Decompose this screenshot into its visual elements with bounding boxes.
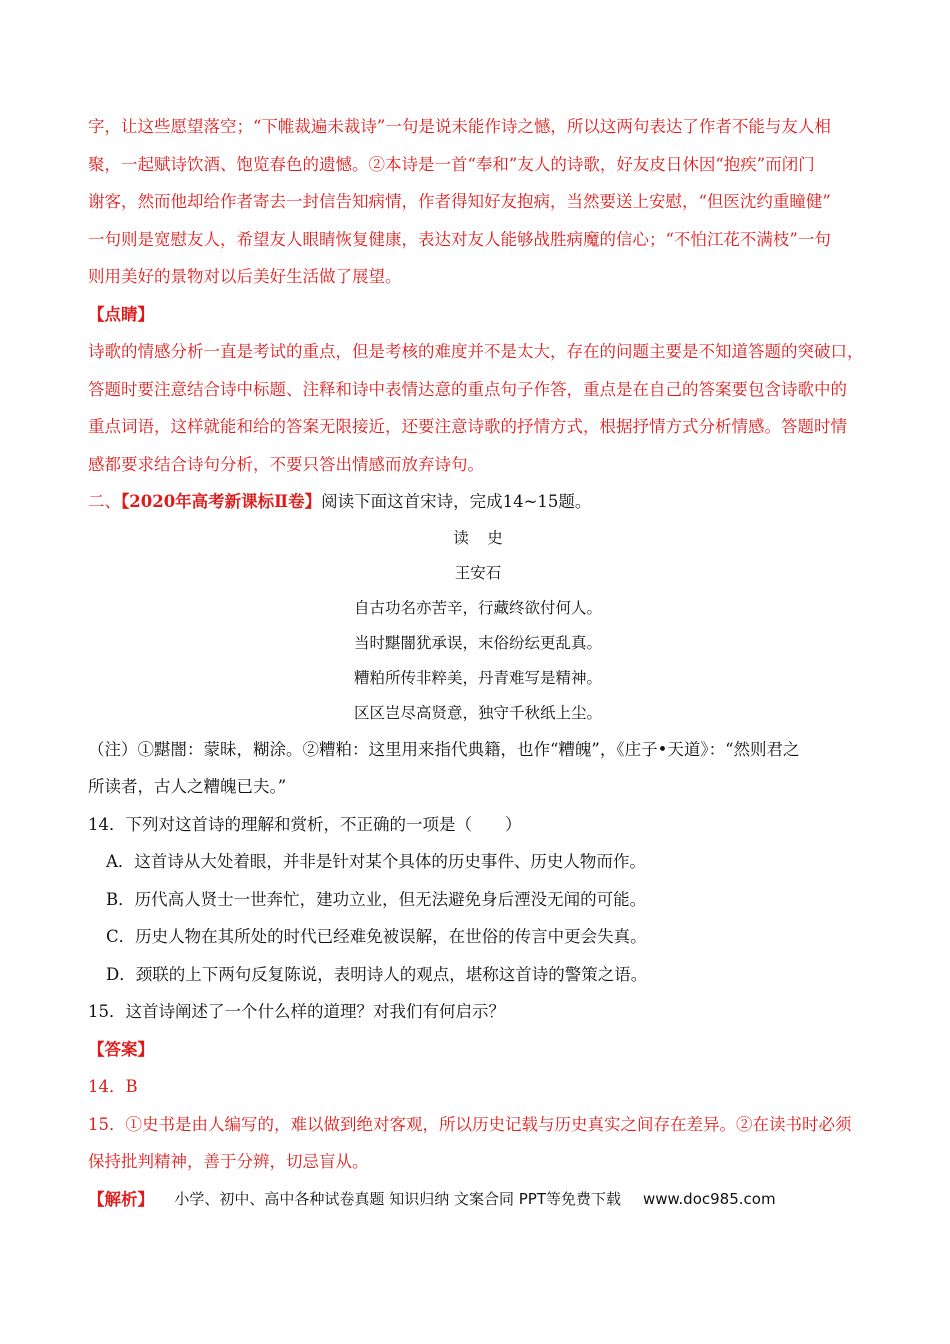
dianjing-text [88, 333, 868, 483]
poem-notes [88, 731, 868, 806]
analysis-heading: 【解析】 [88, 1189, 154, 1209]
note-line: 所读者，古人之糟魄已夫。” [88, 777, 287, 796]
answer-line: 15．①史书是由人编写的，难以做到绝对客观，所以历史记载与历史真实之间存在差异。②在读书时必须 [88, 1114, 852, 1134]
note-line: （注）①黮闇：蒙昧，糊涂。②糟粕：这里用来指代典籍，也作“糟魄”，《庄子•天道》：“然则君之 [88, 739, 800, 759]
poem-line: 自古功名亦苦辛，行藏终欲付何人。 [353, 598, 602, 617]
dianjing-line: 感都要求结合诗句分析，不要只答出情感而放弃诗句。 [88, 454, 484, 474]
page-footer [0, 1188, 950, 1209]
intro-analysis [88, 108, 868, 296]
poem-line: 糟粕所传非粹美，丹青难写是精神。 [353, 668, 602, 687]
poem [88, 521, 868, 731]
intro-line: 谢客，然而他却给作者寄去一封信告知病情，作者得知好友抱病，当然要送上安慰，“但医沈约重瞳健” [88, 192, 831, 211]
section-source: 【2020年高考新课标Ⅱ卷】 [121, 492, 322, 511]
option-c: C．历史人物在其所处的时代已经难免被误解，在世俗的传言中更会失真。 [106, 927, 647, 946]
option-b: B．历代高人贤士一世奔忙，建功立业，但无法避免身后湮没无闻的可能。 [106, 889, 647, 909]
dianjing-line: 答题时要注意结合诗中标题、注释和诗中表情达意的重点句子作答，重点是在自己的答案要包含诗歌中的 [88, 379, 847, 399]
question-15: 15．这首诗阐述了一个什么样的道理？对我们有何启示？ [88, 1002, 505, 1021]
page-content [88, 108, 868, 1218]
dianjing-line: 诗歌的情感分析一直是考试的重点，但是考核的难度并不是太大，存在的问题主要是不知道答题的突破口， [88, 342, 864, 361]
question-stem: 14．下列对这首诗的理解和赏析，不正确的一项是（ ） [88, 814, 522, 834]
intro-line: 一句则是宽慰友人，希望友人眼睛恢复健康，表达对友人能够战胜病魔的信心；“不怕江花不满枝”一句 [88, 229, 831, 249]
section-heading [88, 483, 868, 521]
answer-15 [88, 1106, 868, 1181]
footer-text: 小学、初中、高中各种试卷真题 知识归纳 文案合同 PPT等免费下载 [174, 1190, 621, 1208]
poem-author: 王安石 [454, 563, 502, 582]
poem-title: 读史 [453, 528, 522, 547]
intro-line: 则用美好的景物对以后美好生活做了展望。 [88, 267, 402, 286]
section-prefix: 二、 [88, 492, 121, 511]
answer-heading: 【答案】 [88, 1039, 154, 1059]
dianjing-line: 重点词语，这样就能和给的答案无限接近，还要注意诗歌的抒情方式，根据抒情方式分析情感。答题时情 [88, 417, 847, 436]
footer-site-link[interactable]: www.doc985.com [642, 1190, 776, 1208]
option-d: D．颈联的上下两句反复陈说，表明诗人的观点，堪称这首诗的警策之语。 [106, 964, 648, 984]
intro-line: 聚，一起赋诗饮酒、饱览春色的遗憾。②本诗是一首“奉和”友人的诗歌，好友皮日休因“抱疾”而闭门 [88, 154, 815, 174]
question-14 [88, 806, 868, 994]
dianjing-heading: 【点睛】 [88, 304, 154, 324]
answer-14: 14．B [88, 1077, 138, 1096]
poem-line: 当时黮闇犹承误，末俗纷纭更乱真。 [353, 633, 602, 652]
option-a: A．这首诗从大处着眼，并非是针对某个具体的历史事件、历史人物而作。 [106, 852, 646, 871]
intro-line: 字，让这些愿望落空；“下帷裁遍未裁诗”一句是说未能作诗之憾，所以这两句表达了作者不能与友人相 [88, 117, 831, 136]
answer-line: 保持批判精神，善于分辨，切忌盲从。 [88, 1152, 369, 1171]
poem-line: 区区岂尽高贤意，独守千秋纸上尘。 [353, 703, 602, 722]
section-instruction: 阅读下面这首宋诗，完成14~15题。 [321, 492, 592, 511]
